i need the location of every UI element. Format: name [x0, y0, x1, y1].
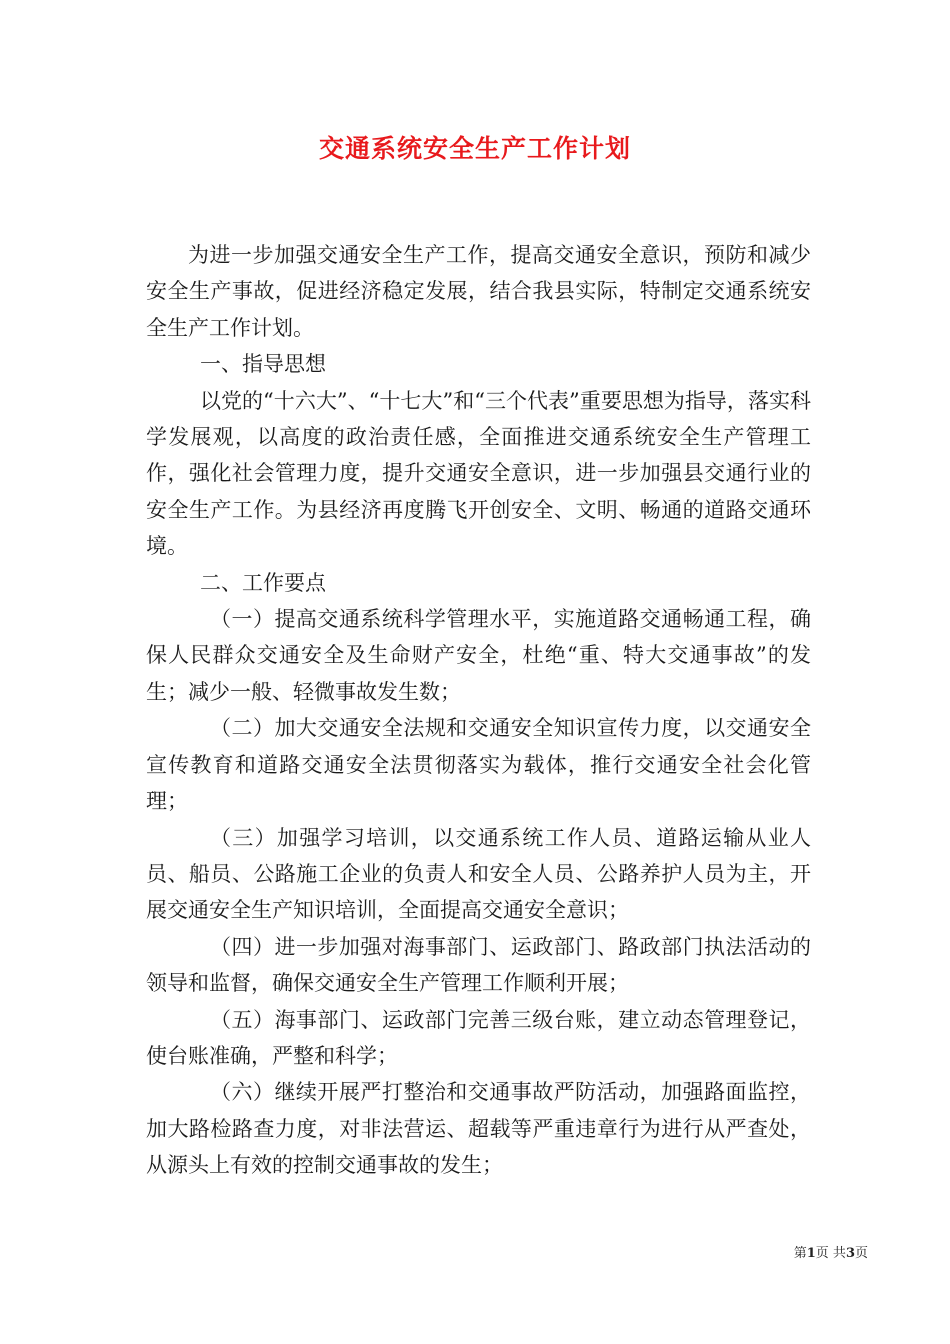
- work-point-item: （二）加大交通安全法规和交通安全知识宣传力度，以交通安全宣传教育和道路交通安全法贯彻落实为载体，推行交通安全社会化管理；: [146, 716, 811, 814]
- work-point-item: （六）继续开展严打整治和交通事故严防活动，加强路面监控，加大路检路查力度，对非法营运、超载等严重违章行为进行从严查处，从源头上有效的控制交通事故的发生；: [146, 1080, 811, 1178]
- intro-paragraph: 为进一步加强交通安全生产工作，提高交通安全意识，预防和减少安全生产事故，促进经济稳定发展，结合我县实际，特制定交通系统安全生产工作计划。: [146, 243, 811, 340]
- work-point-item: （三）加强学习培训，以交通系统工作人员、道路运输从业人员、船员、公路施工企业的负责人和安全人员、公路养护人员为主，开展交通安全生产知识培训，全面提高交通安全意识；: [146, 825, 811, 923]
- footer-suffix: 页: [854, 1246, 868, 1261]
- footer-middle: 页 共: [815, 1246, 846, 1261]
- footer-prefix: 第: [793, 1246, 807, 1261]
- section-heading-work-points: 二、工作要点: [200, 570, 326, 595]
- page-footer: [0, 1245, 868, 1263]
- work-point-item: （五）海事部门、运政部门完善三级台账，建立动态管理登记，使台账准确，严整和科学；: [146, 1007, 811, 1068]
- footer-current-page: 1: [806, 1246, 816, 1261]
- document-title: 交通系统安全生产工作计划: [318, 134, 631, 163]
- guiding-ideology-paragraph: 以党的“十六大”、“十七大”和“三个代表”重要思想为指导，落实科学发展观，以高度的政治责任感，全面推进交通系统安全生产管理工作，强化社会管理力度，提升交通安全意识，进一步加强县交通行业的安全生产工作。为县经济再度腾飞开创安全、文明、畅通的道路交通环境。: [146, 388, 811, 559]
- section-heading-guiding-ideology: 一、指导思想: [200, 352, 326, 377]
- work-point-item: （一）提高交通系统科学管理水平，实施道路交通畅通工程，确保人民群众交通安全及生命财产安全，杜绝“重、特大交通事故”的发生；减少一般、轻微事故发生数；: [146, 607, 811, 704]
- footer-total-pages: 3: [845, 1246, 855, 1261]
- work-point-item: （四）进一步加强对海事部门、运政部门、路政部门执法活动的领导和监督，确保交通安全生产管理工作顺利开展；: [146, 934, 811, 996]
- document-body: [146, 237, 811, 1184]
